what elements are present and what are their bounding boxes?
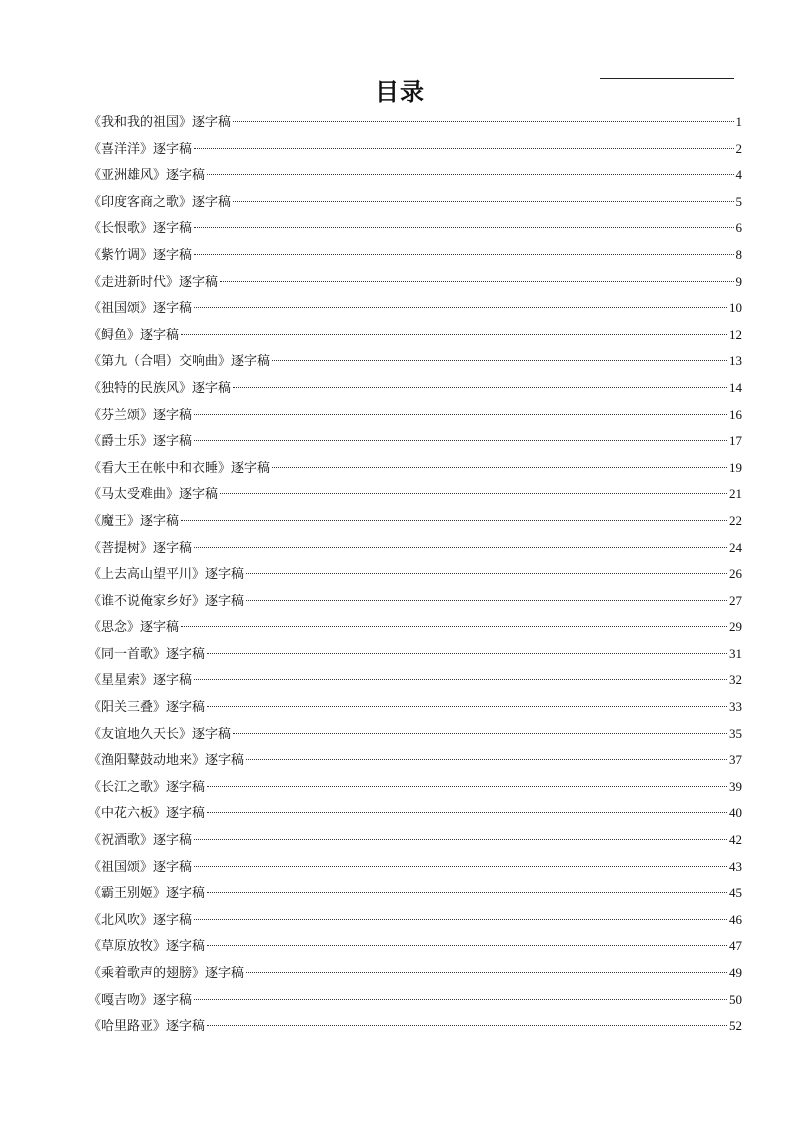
dot-leader	[181, 520, 727, 521]
toc-entry[interactable]	[88, 564, 742, 591]
dot-leader	[194, 254, 733, 255]
dot-leader	[220, 281, 733, 282]
dot-leader	[194, 414, 727, 415]
toc-entry[interactable]	[88, 192, 742, 219]
toc-entry-title: 《同一首歌》逐字稿	[88, 646, 206, 662]
toc-page-number: 32	[729, 672, 742, 688]
dot-leader	[272, 467, 727, 468]
toc-entry-title: 《渔阳鼙鼓动地来》逐字稿	[88, 753, 245, 769]
toc-entry-title: 《菩提树》逐字稿	[88, 540, 193, 556]
dot-leader	[233, 201, 733, 202]
toc-entry-title: 《看大王在帐中和衣睡》逐字稿	[88, 460, 271, 476]
page-title: 目录	[375, 78, 425, 106]
dot-leader	[194, 440, 727, 441]
toc-entry[interactable]	[88, 777, 742, 804]
toc-entry-title: 《长江之歌》逐字稿	[88, 779, 206, 795]
toc-entry[interactable]	[88, 830, 742, 857]
toc-entry[interactable]	[88, 538, 742, 565]
toc-entry-title: 《祖国颂》逐字稿	[88, 301, 193, 317]
dot-leader	[181, 334, 727, 335]
toc-page-number: 47	[729, 938, 742, 954]
toc-entry[interactable]	[88, 617, 742, 644]
toc-entry[interactable]	[88, 112, 742, 139]
toc-entry[interactable]	[88, 484, 742, 511]
toc-entry[interactable]	[88, 936, 742, 963]
toc-entry[interactable]	[88, 883, 742, 910]
toc-entry[interactable]	[88, 431, 742, 458]
toc-page-number: 6	[735, 220, 742, 236]
toc-entry[interactable]	[88, 325, 742, 352]
dot-leader	[207, 812, 727, 813]
toc-entry-title: 《马太受难曲》逐字稿	[88, 487, 219, 503]
toc-page-number: 24	[729, 539, 742, 555]
toc-entry-title: 《独特的民族风》逐字稿	[88, 380, 232, 396]
toc-page-number: 22	[729, 512, 742, 528]
toc-page-number: 52	[729, 1018, 742, 1034]
toc-entry[interactable]	[88, 245, 742, 272]
toc-entry-title: 《友谊地久天长》逐字稿	[88, 726, 232, 742]
toc-page-number: 16	[729, 406, 742, 422]
toc-page-number: 17	[729, 433, 742, 449]
toc-entry[interactable]	[88, 724, 742, 751]
toc-entry-title: 《祖国颂》逐字稿	[88, 859, 193, 875]
toc-page-number: 26	[729, 566, 742, 582]
toc-entry[interactable]	[88, 644, 742, 671]
toc-entry-title: 《亚洲雄风》逐字稿	[88, 168, 206, 184]
dot-leader	[207, 786, 727, 787]
toc-entry-title: 《上去高山望平川》逐字稿	[88, 567, 245, 583]
toc-entry-title: 《谁不说俺家乡好》逐字稿	[88, 593, 245, 609]
dot-leader	[233, 121, 733, 122]
toc-page-number: 5	[735, 193, 742, 209]
dot-leader	[194, 866, 727, 867]
dot-leader	[207, 174, 733, 175]
toc-entry[interactable]	[88, 750, 742, 777]
toc-entry[interactable]	[88, 857, 742, 884]
dot-leader	[194, 148, 733, 149]
toc-entry-title: 《魔王》逐字稿	[88, 513, 180, 529]
dot-leader	[194, 547, 727, 548]
toc-entry-title: 《印度客商之歌》逐字稿	[88, 194, 232, 210]
toc-page-number: 43	[729, 858, 742, 874]
dot-leader	[181, 626, 727, 627]
toc-entry[interactable]	[88, 697, 742, 724]
dot-leader	[246, 972, 727, 973]
dot-leader	[246, 573, 727, 574]
toc-page-number: 14	[729, 379, 742, 395]
toc-page-number: 13	[729, 353, 742, 369]
toc-page-number: 4	[735, 167, 742, 183]
toc-page-number: 50	[729, 991, 742, 1007]
dot-leader	[207, 945, 727, 946]
toc-page-number: 19	[729, 459, 742, 475]
toc-list	[88, 112, 742, 1043]
toc-entry[interactable]	[88, 351, 742, 378]
toc-page-number: 9	[735, 273, 742, 289]
toc-entry[interactable]	[88, 910, 742, 937]
toc-entry-title: 《鲟鱼》逐字稿	[88, 327, 180, 343]
toc-page-number: 39	[729, 778, 742, 794]
toc-entry-title: 《爵士乐》逐字稿	[88, 434, 193, 450]
dot-leader	[207, 653, 727, 654]
toc-entry-title: 《阳关三叠》逐字稿	[88, 700, 206, 716]
dot-leader	[207, 1025, 727, 1026]
toc-entry[interactable]	[88, 218, 742, 245]
toc-entry[interactable]	[88, 405, 742, 432]
toc-entry-title: 《乘着歌声的翅膀》逐字稿	[88, 966, 245, 981]
dot-leader	[246, 759, 727, 760]
toc-page-number: 31	[729, 645, 742, 661]
toc-page-number: 10	[729, 300, 742, 316]
toc-entry-title: 《喜洋洋》逐字稿	[88, 141, 193, 157]
toc-entry-title: 《芬兰颂》逐字稿	[88, 407, 193, 423]
toc-entry[interactable]	[88, 511, 742, 538]
toc-page-number: 35	[729, 725, 742, 741]
toc-entry-title: 《第九（合唱）交响曲》逐字稿	[88, 354, 271, 370]
toc-entry-title: 《霸王别姬》逐字稿	[88, 886, 206, 902]
dot-leader	[194, 919, 727, 920]
toc-page-number: 2	[735, 140, 742, 156]
toc-entry[interactable]	[88, 378, 742, 405]
toc-entry-title: 《中花六板》逐字稿	[88, 806, 206, 822]
toc-entry[interactable]	[88, 272, 742, 299]
dot-leader	[220, 493, 727, 494]
toc-page-number: 1	[735, 114, 742, 129]
toc-entry-title: 《星星索》逐字稿	[88, 673, 193, 689]
toc-entry-title: 《长恨歌》逐字稿	[88, 221, 193, 237]
dot-leader	[194, 307, 727, 308]
toc-page-number: 21	[729, 486, 742, 502]
toc-entry-title: 《北风吹》逐字稿	[88, 912, 193, 928]
toc-entry-title: 《紫竹调》逐字稿	[88, 247, 193, 263]
toc-page-number: 27	[729, 592, 742, 608]
toc-entry-title: 《走进新时代》逐字稿	[88, 274, 219, 290]
toc-entry[interactable]	[88, 1016, 742, 1043]
toc-page-number: 45	[729, 885, 742, 901]
toc-page-number: 40	[729, 805, 742, 821]
toc-page-number: 46	[729, 911, 742, 927]
toc-entry-title: 《祝酒歌》逐字稿	[88, 833, 193, 849]
toc-entry[interactable]	[88, 990, 742, 1017]
toc-page-number: 37	[729, 752, 742, 768]
toc-entry[interactable]	[88, 670, 742, 697]
dot-leader	[194, 839, 727, 840]
toc-entry[interactable]	[88, 298, 742, 325]
toc-page-number: 8	[735, 246, 742, 262]
toc-entry[interactable]	[88, 139, 742, 166]
toc-entry[interactable]	[88, 591, 742, 618]
toc-page-number: 42	[729, 832, 742, 848]
dot-leader	[194, 227, 733, 228]
dot-leader	[246, 600, 727, 601]
dot-leader	[194, 999, 727, 1000]
dot-leader	[233, 733, 727, 734]
toc-entry-title: 《我和我的祖国》逐字稿	[88, 115, 232, 130]
toc-page-number: 49	[729, 965, 742, 980]
toc-entry[interactable]	[88, 803, 742, 830]
toc-entry[interactable]	[88, 165, 742, 192]
dot-leader	[272, 360, 727, 361]
toc-entry-title: 《嘎吉吻》逐字稿	[88, 992, 193, 1008]
toc-page-number: 33	[729, 699, 742, 715]
toc-entry-title: 《哈里路亚》逐字稿	[88, 1019, 206, 1035]
dot-leader	[194, 679, 727, 680]
dot-leader	[207, 892, 727, 893]
toc-page-number: 29	[729, 619, 742, 635]
toc-entry[interactable]	[88, 458, 742, 485]
dot-leader	[233, 387, 727, 388]
toc-page-number: 12	[729, 326, 742, 342]
toc-entry[interactable]	[88, 963, 742, 990]
dot-leader	[207, 706, 727, 707]
toc-entry-title: 《草原放牧》逐字稿	[88, 939, 206, 955]
toc-entry-title: 《思念》逐字稿	[88, 620, 180, 636]
